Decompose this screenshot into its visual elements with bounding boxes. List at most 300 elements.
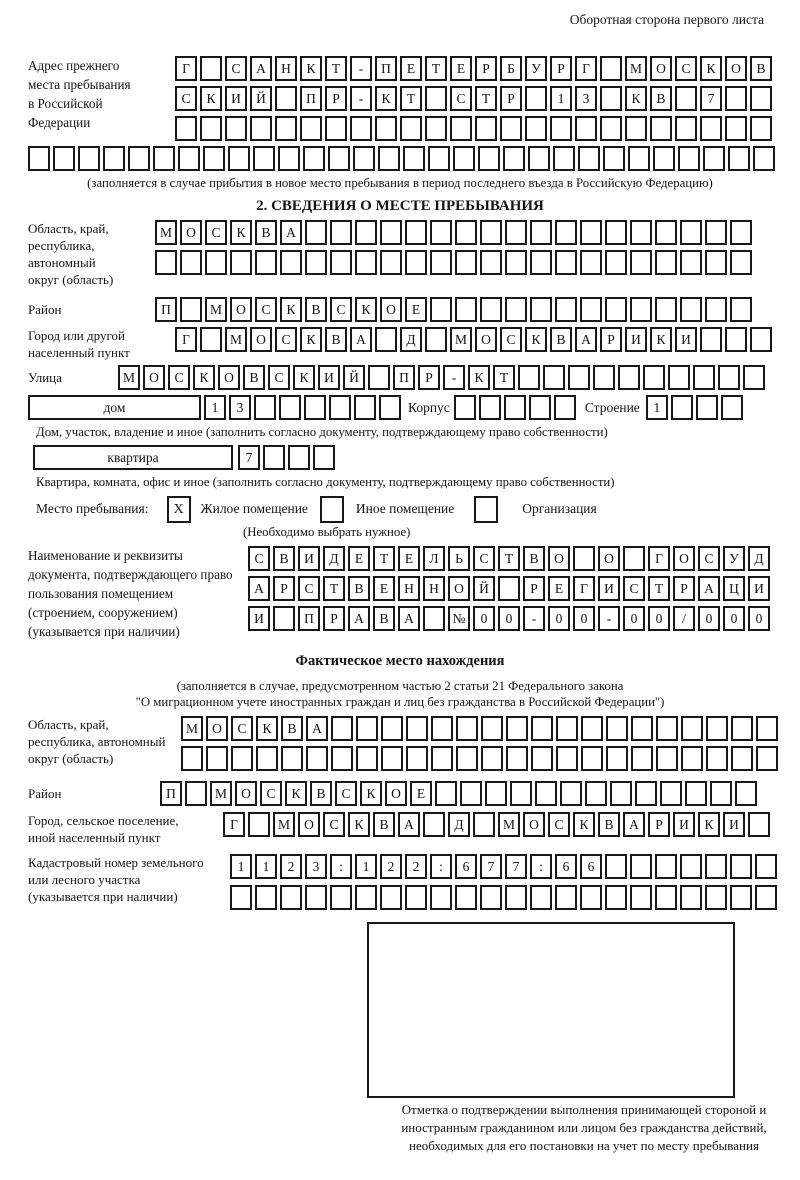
char-cell: О [230, 297, 252, 322]
char-cell [380, 250, 402, 275]
house-box: дом [28, 395, 201, 420]
char-cell: М [273, 812, 295, 837]
region-cells-row1 [155, 220, 752, 245]
stay-place-label: Место пребывания: [36, 501, 149, 516]
char-cell [696, 395, 718, 420]
char-cell [605, 885, 627, 910]
char-cell [529, 395, 551, 420]
actual-location-note-line1: (заполняется в случае, предусмотренном частью 2 статьи 21 Федерального закона [176, 679, 624, 693]
char-cell [735, 781, 757, 806]
char-cell [304, 395, 326, 420]
char-cell [475, 116, 497, 141]
char-cell: О [250, 327, 272, 352]
char-cell [255, 250, 277, 275]
char-cell [553, 146, 575, 171]
region-cells-row2 [155, 250, 752, 275]
char-cell [330, 220, 352, 245]
char-cell: П [375, 56, 397, 81]
char-cell: О [143, 365, 165, 390]
char-cell [681, 716, 703, 741]
char-cell: Р [500, 86, 522, 111]
char-cell [288, 445, 310, 470]
char-cell: 7 [505, 854, 527, 879]
char-cell [381, 746, 403, 771]
char-cell [178, 146, 200, 171]
char-cell [593, 365, 615, 390]
char-cell [231, 746, 253, 771]
char-cell [700, 327, 722, 352]
char-cell [375, 327, 397, 352]
char-cell [748, 812, 770, 837]
char-cell [263, 445, 285, 470]
char-cell [756, 716, 778, 741]
char-cell [680, 885, 702, 910]
char-cell: - [350, 56, 372, 81]
char-cell [743, 365, 765, 390]
char-cell [603, 146, 625, 171]
char-cell: В [310, 781, 332, 806]
stroenie-cells [646, 395, 743, 420]
char-cell: С [268, 365, 290, 390]
char-cell: 1 [355, 854, 377, 879]
char-cell [454, 395, 476, 420]
char-cell [381, 716, 403, 741]
char-cell: Й [250, 86, 272, 111]
char-cell [275, 116, 297, 141]
char-cell [675, 86, 697, 111]
char-cell [525, 86, 547, 111]
char-cell [721, 395, 743, 420]
char-cell: 3 [229, 395, 251, 420]
char-cell: - [443, 365, 465, 390]
actual-city-label: Город, сельское поселение, иной населенный пункт [28, 813, 179, 845]
char-cell [731, 716, 753, 741]
document-row [28, 546, 772, 641]
char-cell: В [281, 716, 303, 741]
char-cell [455, 297, 477, 322]
char-cell [705, 885, 727, 910]
street-label: Улица [28, 370, 62, 385]
char-cell: - [350, 86, 372, 111]
char-cell: Л [423, 546, 445, 571]
char-cell [705, 220, 727, 245]
char-cell: К [300, 56, 322, 81]
char-cell [505, 220, 527, 245]
char-cell [668, 365, 690, 390]
organization-checkbox [474, 496, 498, 523]
char-cell: М [181, 716, 203, 741]
char-cell: И [318, 365, 340, 390]
actual-location-note-line2: "О миграционном учете иностранных граждан и лиц без гражданства в Российской Федерации") [135, 695, 665, 709]
char-cell [456, 746, 478, 771]
char-cell: Д [748, 546, 770, 571]
char-cell [660, 781, 682, 806]
char-cell: Н [398, 576, 420, 601]
char-cell: Т [323, 576, 345, 601]
char-cell: Р [600, 327, 622, 352]
char-cell [505, 885, 527, 910]
char-cell [185, 781, 207, 806]
char-cell [630, 250, 652, 275]
actual-district-label: Район [28, 786, 62, 801]
char-cell: У [723, 546, 745, 571]
char-cell [725, 116, 747, 141]
char-cell: С [231, 716, 253, 741]
char-cell [655, 220, 677, 245]
char-cell: И [748, 576, 770, 601]
char-cell: 0 [498, 606, 520, 631]
korpus-cells [454, 395, 576, 420]
confirmation-mark-box [367, 922, 735, 1098]
apartment-cells [238, 445, 335, 470]
char-cell [485, 781, 507, 806]
char-cell [400, 116, 422, 141]
char-cell: А [248, 576, 270, 601]
char-cell: 2 [280, 854, 302, 879]
char-cell: В [523, 546, 545, 571]
char-cell [480, 220, 502, 245]
char-cell: А [306, 716, 328, 741]
cadastral-cells-row1 [230, 854, 777, 879]
char-cell: Т [373, 546, 395, 571]
char-cell: 2 [380, 854, 402, 879]
prev-address-cells-row4 [28, 146, 772, 171]
char-cell [430, 220, 452, 245]
char-cell [580, 250, 602, 275]
char-cell [254, 395, 276, 420]
char-cell [460, 781, 482, 806]
city-cells [175, 327, 772, 352]
district-row [28, 297, 772, 322]
char-cell: В [550, 327, 572, 352]
char-cell [431, 716, 453, 741]
char-cell [700, 116, 722, 141]
char-cell [580, 297, 602, 322]
char-cell [706, 716, 728, 741]
char-cell: М [625, 56, 647, 81]
char-cell [505, 297, 527, 322]
char-cell [506, 716, 528, 741]
char-cell [581, 746, 603, 771]
char-cell [313, 445, 335, 470]
char-cell [305, 250, 327, 275]
char-cell [206, 746, 228, 771]
char-cell: Т [493, 365, 515, 390]
char-cell [535, 781, 557, 806]
char-cell [200, 116, 222, 141]
char-cell: А [348, 606, 370, 631]
char-cell [406, 716, 428, 741]
char-cell [605, 297, 627, 322]
char-cell: А [398, 606, 420, 631]
char-cell [103, 146, 125, 171]
char-cell [528, 146, 550, 171]
char-cell: 7 [238, 445, 260, 470]
char-cell [750, 116, 772, 141]
char-cell [643, 365, 665, 390]
char-cell: Г [573, 576, 595, 601]
char-cell: С [450, 86, 472, 111]
char-cell [628, 146, 650, 171]
char-cell: С [675, 56, 697, 81]
char-cell [605, 220, 627, 245]
char-cell [403, 146, 425, 171]
char-cell [350, 116, 372, 141]
char-cell: А [350, 327, 372, 352]
char-cell [279, 395, 301, 420]
char-cell: М [210, 781, 232, 806]
char-cell [510, 781, 532, 806]
region-row [28, 220, 772, 288]
char-cell: С [335, 781, 357, 806]
char-cell [428, 146, 450, 171]
street-cells [118, 365, 765, 390]
char-cell: С [323, 812, 345, 837]
apartment-row [33, 445, 772, 470]
char-cell: Р [550, 56, 572, 81]
char-cell: К [650, 327, 672, 352]
char-cell [355, 220, 377, 245]
char-cell [425, 116, 447, 141]
char-cell: О [475, 327, 497, 352]
region-label: Область, край, республика, автономный округ (область) [28, 221, 114, 287]
char-cell: П [300, 86, 322, 111]
char-cell [675, 116, 697, 141]
actual-region-cells-row1 [181, 716, 778, 741]
actual-region-label: Область, край, республика, автономный округ (область) [28, 717, 166, 766]
char-cell [693, 365, 715, 390]
char-cell: С [260, 781, 282, 806]
district-label: Район [28, 302, 62, 317]
char-cell: Р [673, 576, 695, 601]
char-cell [405, 250, 427, 275]
char-cell [275, 86, 297, 111]
char-cell: Е [410, 781, 432, 806]
char-cell: В [348, 576, 370, 601]
char-cell: Й [473, 576, 495, 601]
char-cell [730, 250, 752, 275]
char-cell: С [473, 546, 495, 571]
char-cell: П [155, 297, 177, 322]
cadastral-row [28, 854, 772, 910]
char-cell: № [448, 606, 470, 631]
char-cell [705, 297, 727, 322]
char-cell: Т [425, 56, 447, 81]
char-cell [631, 716, 653, 741]
char-cell [605, 250, 627, 275]
char-cell [203, 146, 225, 171]
char-cell: В [255, 220, 277, 245]
char-cell [681, 746, 703, 771]
char-cell [581, 716, 603, 741]
char-cell: О [523, 812, 545, 837]
char-cell: И [625, 327, 647, 352]
city-label: Город или другой населенный пункт [28, 328, 130, 360]
char-cell [450, 116, 472, 141]
char-cell: 1 [230, 854, 252, 879]
char-cell [530, 297, 552, 322]
char-cell: А [398, 812, 420, 837]
char-cell [479, 395, 501, 420]
char-cell: С [175, 86, 197, 111]
char-cell: С [500, 327, 522, 352]
char-cell [555, 220, 577, 245]
char-cell [354, 395, 376, 420]
char-cell [610, 781, 632, 806]
char-cell: Е [405, 297, 427, 322]
char-cell [78, 146, 100, 171]
char-cell: К [525, 327, 547, 352]
char-cell: 0 [548, 606, 570, 631]
char-cell [531, 716, 553, 741]
char-cell: Д [400, 327, 422, 352]
char-cell: 6 [580, 854, 602, 879]
char-cell [256, 746, 278, 771]
char-cell: 3 [575, 86, 597, 111]
actual-region-row [28, 716, 772, 771]
char-cell: А [250, 56, 272, 81]
char-cell [543, 365, 565, 390]
actual-district-cells [160, 781, 757, 806]
char-cell [273, 606, 295, 631]
char-cell: К [230, 220, 252, 245]
char-cell [655, 297, 677, 322]
confirmation-caption: Отметка о подтверждении выполнения принимающей стороной и иностранным гражданином или лицом без гражданства действий, необходимых для его постановки на учет по месту пребывания [401, 1102, 767, 1153]
prev-address-cells-row1 [175, 56, 772, 81]
document-cells-row1 [248, 546, 770, 571]
char-cell [756, 746, 778, 771]
char-cell [453, 146, 475, 171]
char-cell: И [225, 86, 247, 111]
char-cell [585, 781, 607, 806]
char-cell: К [300, 327, 322, 352]
char-cell: М [498, 812, 520, 837]
char-cell [600, 86, 622, 111]
char-cell: Т [400, 86, 422, 111]
char-cell: Н [423, 576, 445, 601]
char-cell: Д [448, 812, 470, 837]
char-cell [480, 885, 502, 910]
char-cell: 0 [723, 606, 745, 631]
char-cell: И [298, 546, 320, 571]
char-cell [725, 327, 747, 352]
char-cell: 0 [648, 606, 670, 631]
char-cell [228, 146, 250, 171]
char-cell: / [673, 606, 695, 631]
char-cell [680, 297, 702, 322]
char-cell: В [325, 327, 347, 352]
char-cell [405, 885, 427, 910]
house-note: Дом, участок, владение и иное (заполнить согласно документу, подтверждающему право собственности) [36, 425, 608, 439]
char-cell [153, 146, 175, 171]
char-cell [481, 716, 503, 741]
char-cell [380, 885, 402, 910]
char-cell [568, 365, 590, 390]
char-cell: Г [648, 546, 670, 571]
char-cell [379, 395, 401, 420]
char-cell [556, 746, 578, 771]
char-cell: 6 [455, 854, 477, 879]
char-cell [353, 146, 375, 171]
char-cell: Е [348, 546, 370, 571]
char-cell: Ц [723, 576, 745, 601]
char-cell [430, 250, 452, 275]
char-cell [473, 812, 495, 837]
char-cell [455, 250, 477, 275]
char-cell [305, 220, 327, 245]
char-cell: К [468, 365, 490, 390]
char-cell: В [373, 812, 395, 837]
char-cell [431, 746, 453, 771]
district-cells [155, 297, 752, 322]
organization-option-label: Организация [522, 501, 597, 516]
char-cell [631, 746, 653, 771]
char-cell [368, 365, 390, 390]
char-cell: И [675, 327, 697, 352]
char-cell [730, 854, 752, 879]
char-cell: А [280, 220, 302, 245]
char-cell [356, 746, 378, 771]
char-cell [481, 746, 503, 771]
char-cell [753, 146, 775, 171]
char-cell [355, 250, 377, 275]
char-cell [755, 885, 777, 910]
char-cell: К [375, 86, 397, 111]
char-cell: И [673, 812, 695, 837]
other-premises-checkbox [320, 496, 344, 523]
char-cell: Т [475, 86, 497, 111]
char-cell [750, 86, 772, 111]
char-cell [525, 116, 547, 141]
char-cell: В [650, 86, 672, 111]
char-cell [678, 146, 700, 171]
char-cell [378, 146, 400, 171]
char-cell: В [750, 56, 772, 81]
house-row [28, 395, 772, 420]
char-cell: В [373, 606, 395, 631]
prev-address-cells-row2 [175, 86, 772, 111]
char-cell [356, 716, 378, 741]
char-cell: Р [418, 365, 440, 390]
char-cell [331, 716, 353, 741]
char-cell [325, 116, 347, 141]
char-cell [606, 716, 628, 741]
char-cell: К [360, 781, 382, 806]
char-cell [630, 220, 652, 245]
char-cell [656, 746, 678, 771]
other-premises-option-label: Иное помещение [355, 501, 455, 516]
char-cell: Ь [448, 546, 470, 571]
char-cell: Е [400, 56, 422, 81]
char-cell: Р [323, 606, 345, 631]
char-cell [680, 250, 702, 275]
char-cell [635, 781, 657, 806]
house-cells [204, 395, 401, 420]
char-cell: 3 [305, 854, 327, 879]
char-cell [623, 546, 645, 571]
char-cell [555, 885, 577, 910]
char-cell: А [698, 576, 720, 601]
char-cell: К [698, 812, 720, 837]
char-cell: Т [498, 546, 520, 571]
char-cell [718, 365, 740, 390]
char-cell [680, 854, 702, 879]
char-cell: : [530, 854, 552, 879]
char-cell: Й [343, 365, 365, 390]
char-cell [225, 116, 247, 141]
char-cell: 1 [204, 395, 226, 420]
char-cell: К [625, 86, 647, 111]
